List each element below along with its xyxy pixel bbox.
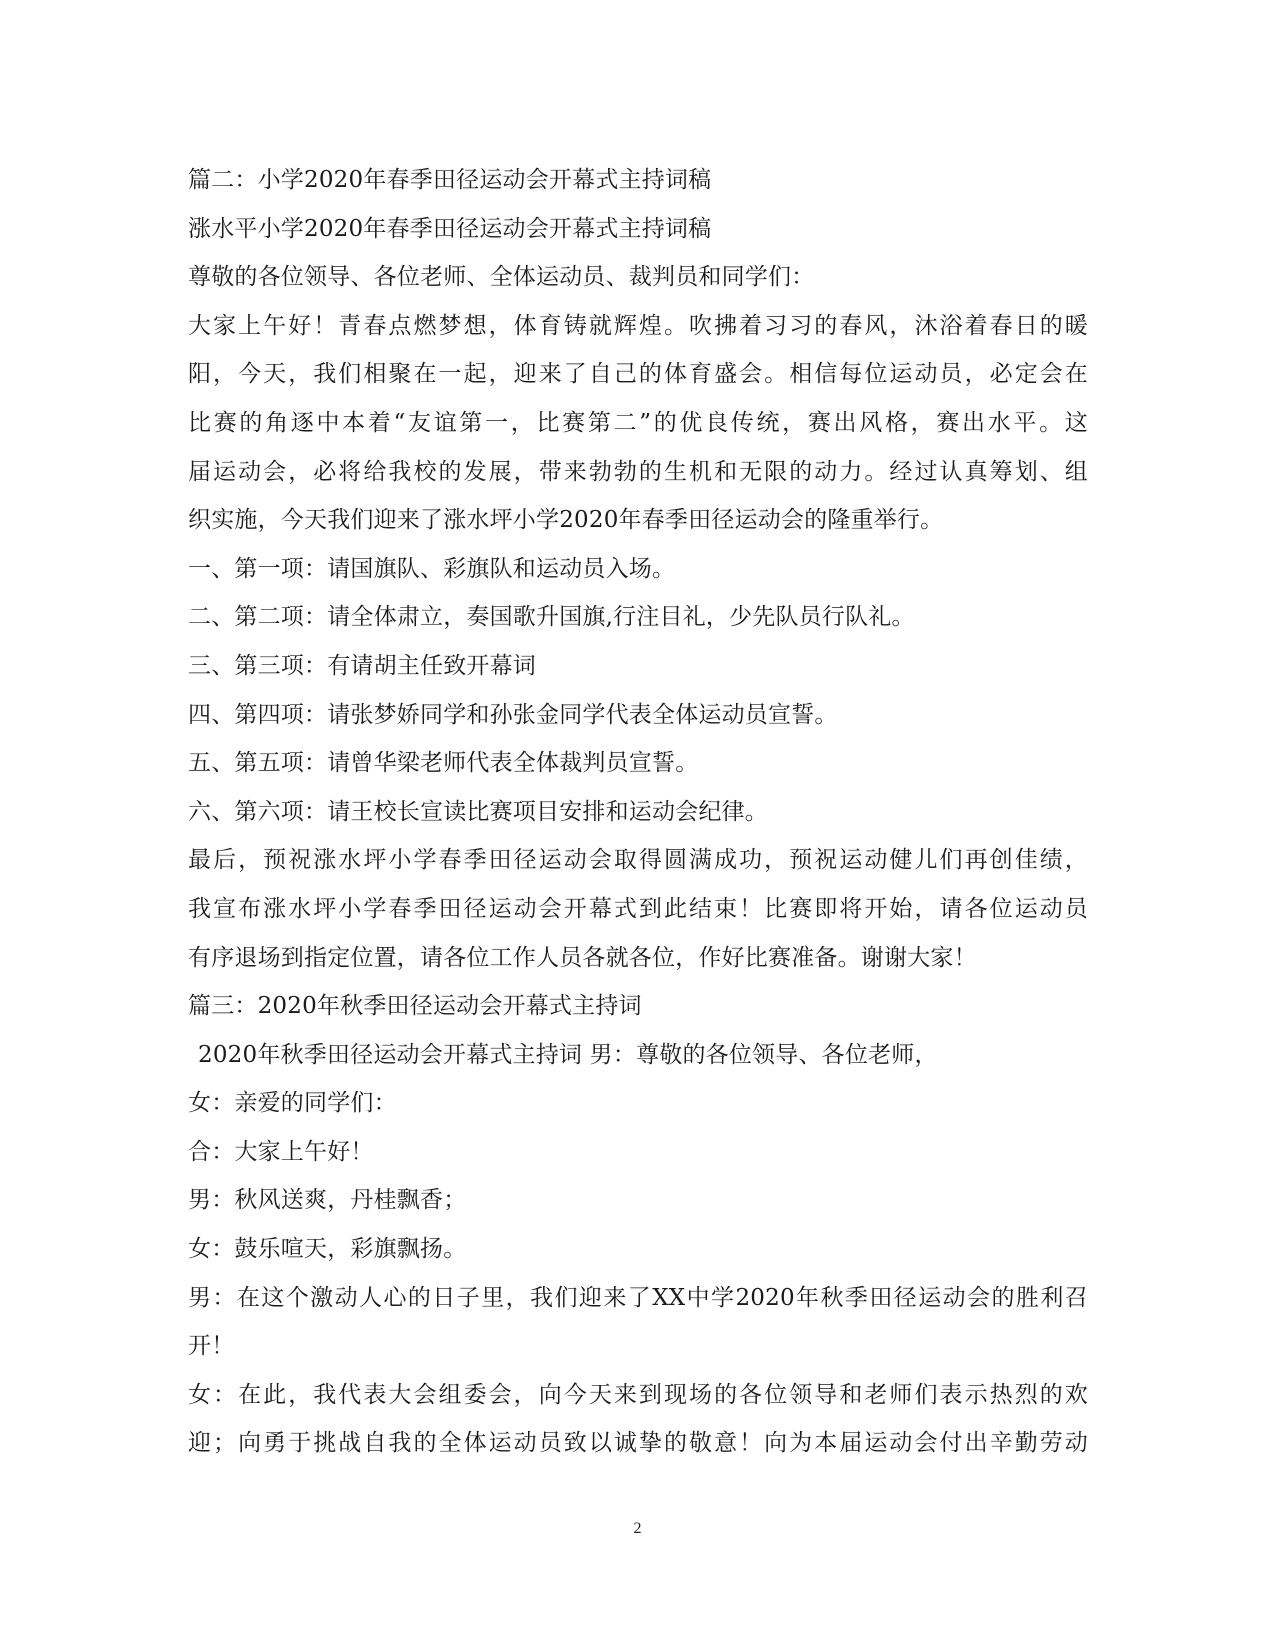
agenda-item: 三、第三项：有请胡主任致开幕词 [188, 652, 536, 679]
agenda-item: 五、第五项：请曾华梁老师代表全体裁判员宣誓。 [188, 750, 699, 777]
script-line: 合：大家上午好！ [188, 1138, 374, 1165]
paragraph-line: 比赛的角逐中本着“友谊第一，比赛第二”的优良传统，赛出风格，赛出水平。这 [188, 409, 1088, 436]
paragraph-line: 届运动会，必将给我校的发展，带来勃勃的生机和无限的动力。经过认真筹划、组 [188, 458, 1088, 485]
section-heading: 篇二：小学2020年春季田径运动会开幕式主持词稿 [188, 167, 712, 193]
script-line: 女：在此，我代表大会组委会，向今天来到现场的各位领导和老师们表示热烈的欢 [188, 1381, 1088, 1408]
salutation: 尊敬的各位领导、各位老师、全体运动员、裁判员和同学们： [188, 264, 815, 291]
script-line: 男：秋风送爽，丹桂飘香； [188, 1187, 467, 1214]
paragraph-line: 有序退场到指定位置，请各位工作人员各就各位，作好比赛准备。谢谢大家！ [188, 944, 977, 971]
script-line: 2020年秋季田径运动会开幕式主持词 男：尊敬的各位领导、各位老师， [198, 1041, 938, 1068]
paragraph-line: 我宣布涨水坪小学春季田径运动会开幕式到此结束！比赛即将开始，请各位运动员 [188, 895, 1088, 922]
agenda-item: 一、第一项：请国旗队、彩旗队和运动员入场。 [188, 555, 676, 582]
paragraph-line: 最后，预祝涨水坪小学春季田径运动会取得圆满成功，预祝运动健儿们再创佳绩， [188, 847, 1088, 874]
paragraph-line: 大家上午好！青春点燃梦想，体育铸就辉煌。吹拂着习习的春风，沐浴着春日的暖 [188, 312, 1088, 339]
script-line: 男：在这个激动人心的日子里，我们迎来了XX中学2020年秋季田径运动会的胜利召 [188, 1284, 1088, 1311]
paragraph-line: 织实施，今天我们迎来了涨水坪小学2020年春季田径运动会的隆重举行。 [188, 507, 944, 534]
section-heading: 篇三：2020年秋季田径运动会开幕式主持词 [188, 993, 642, 1020]
script-line: 女：亲爱的同学们： [188, 1090, 397, 1117]
script-line: 迎；向勇于挑战自我的全体运动员致以诚挚的敬意！向为本届运动会付出辛勤劳动 [188, 1430, 1088, 1457]
paragraph-line: 阳，今天，我们相聚在一起，迎来了自己的体育盛会。相信每位运动员，必定会在 [188, 361, 1088, 388]
agenda-item: 六、第六项：请王校长宣读比赛项目安排和运动会纪律。 [188, 798, 768, 825]
script-line: 女：鼓乐喧天，彩旗飘扬。 [188, 1236, 467, 1263]
agenda-item: 四、第四项：请张梦娇同学和孙张金同学代表全体运动员宣誓。 [188, 701, 838, 728]
document-title: 涨水平小学2020年春季田径运动会开幕式主持词稿 [188, 215, 712, 242]
page-number: 2 [633, 1520, 642, 1537]
document-body [188, 156, 1088, 1468]
agenda-item: 二、第二项：请全体肃立，奏国歌升国旗,行注目礼，少先队员行队礼。 [188, 604, 915, 631]
script-line: 开！ [188, 1333, 235, 1360]
